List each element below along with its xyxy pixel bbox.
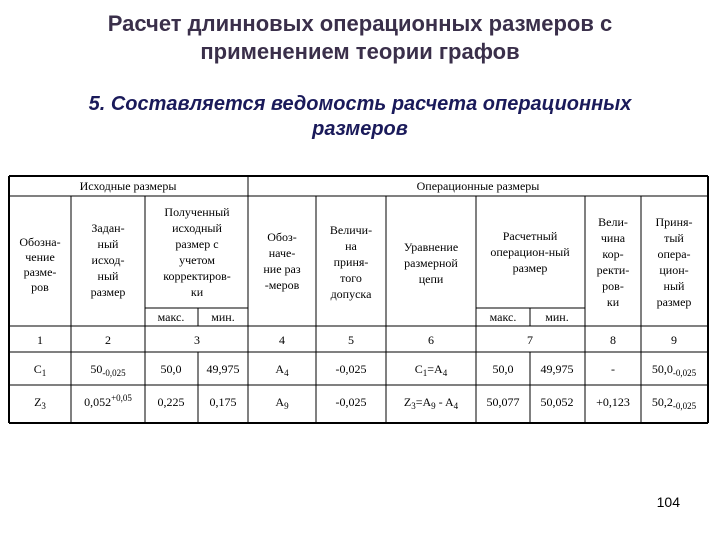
header-given-line: размер: [90, 285, 126, 299]
header-correction-line: ки: [606, 295, 620, 309]
header-obtained: [163, 205, 231, 299]
header-correction-line: кор-: [602, 247, 624, 261]
header-op-designation-line: Обоз-: [267, 230, 297, 244]
cell-obtained-min: 0,175: [209, 395, 237, 409]
header-correction-line: Вели-: [598, 215, 628, 229]
cell-obtained-max: 0,225: [157, 395, 185, 409]
header-designation-line: ров: [31, 280, 49, 294]
header-obtained-line: Полученный: [164, 205, 230, 219]
column-number: 4: [279, 333, 285, 347]
column-number: 8: [610, 333, 616, 347]
header-tolerance-line: на: [345, 239, 357, 253]
page-number: 104: [656, 494, 680, 510]
header-op-designation-line: ние раз: [263, 262, 301, 276]
header-op-designation-line: наче-: [268, 246, 296, 260]
column-number: 1: [37, 333, 43, 347]
header-equation-line: размерной: [404, 256, 458, 270]
header-op-designation: [263, 230, 300, 292]
header-calculated-min: мин.: [545, 310, 569, 324]
cell-given: $50_{-0,025}$: [90, 362, 126, 378]
cell-accepted: $50,2_{-0,025}$: [651, 395, 697, 411]
cell-given: $0,052^{+0,05}$: [84, 393, 132, 409]
header-tolerance-line: Величи-: [329, 223, 373, 237]
header-obtained-line: размер с: [175, 237, 219, 251]
slide-subtitle-line-2: размеров: [312, 118, 408, 140]
cell-designation: $Z_3$: [34, 395, 46, 411]
cell-tolerance: -0,025: [335, 395, 367, 409]
cell-tolerance: -0,025: [335, 362, 367, 376]
header-given-line: ный: [97, 237, 119, 251]
column-number: 5: [348, 333, 354, 347]
header-tolerance-line: допуска: [330, 287, 372, 301]
header-obtained-line: учетом: [179, 253, 215, 267]
column-number: 6: [428, 333, 434, 347]
cell-accepted: $50,0_{-0,025}$: [651, 362, 697, 378]
column-number: 3: [194, 333, 200, 347]
header-obtained-line: корректиров-: [163, 269, 231, 283]
slide-title-line-1: Расчет длинновых операционных размеров с: [107, 11, 613, 36]
header-obtained-line: исходный: [172, 221, 222, 235]
header-calculated-line: операцион-ный: [490, 245, 570, 259]
group-header-source: Исходные размеры: [79, 179, 177, 193]
header-op-designation-line: -меров: [264, 278, 300, 292]
header-accepted-line: Приня-: [655, 215, 693, 229]
header-correction-line: ректи-: [596, 263, 630, 277]
header-obtained-line: ки: [190, 285, 204, 299]
header-designation-line: чение: [25, 250, 55, 264]
header-tolerance-line: приня-: [333, 255, 369, 269]
header-correction-line: чина: [600, 231, 626, 245]
group-header-operational: Операционные размеры: [416, 179, 540, 193]
header-accepted-line: тый: [664, 231, 684, 245]
cell-designation: $C_1$: [33, 362, 47, 378]
header-given-line: Задан-: [91, 221, 125, 235]
header-calculated: [490, 229, 570, 275]
cell-calculated-max: 50,0: [492, 362, 514, 376]
header-designation: [19, 235, 60, 294]
cell-correction: +0,123: [596, 395, 630, 409]
header-equation-line: цепи: [418, 272, 444, 286]
column-number: 7: [527, 333, 533, 347]
column-numbers-row: [37, 333, 677, 347]
header-equation: [404, 240, 459, 286]
header-tolerance-line: того: [340, 271, 362, 285]
header-accepted: [655, 215, 692, 309]
header-given: [91, 221, 126, 299]
cell-op-designation: $A_9$: [275, 395, 289, 411]
cell-equation: $C_1=A_4$: [414, 362, 448, 378]
header-accepted-line: ный: [663, 279, 685, 293]
header-accepted-line: цион-: [659, 263, 689, 277]
cell-correction: -: [611, 362, 615, 376]
cell-calculated-min: 50,052: [540, 395, 574, 409]
header-designation-line: разме-: [23, 265, 57, 279]
header-accepted-line: опера-: [657, 247, 691, 261]
header-given-line: ный: [97, 269, 119, 283]
header-calculated-max: макс.: [489, 310, 517, 324]
header-accepted-line: размер: [656, 295, 692, 309]
header-obtained-min: мин.: [211, 310, 235, 324]
slide-subtitle-line-1: 5. Составляется ведомость расчета операционных: [88, 93, 632, 115]
table-row: [34, 362, 697, 378]
cell-calculated-max: 50,077: [486, 395, 520, 409]
header-correction: [597, 215, 630, 309]
table-row: [34, 393, 697, 411]
header-calculated-line: размер: [512, 261, 548, 275]
cell-obtained-min: 49,975: [206, 362, 240, 376]
header-tolerance: [330, 223, 372, 301]
header-given-line: исход-: [91, 253, 125, 267]
column-number: 2: [105, 333, 111, 347]
cell-obtained-max: 50,0: [160, 362, 182, 376]
header-designation-line: Обозна-: [19, 235, 61, 249]
header-calculated-line: Расчетный: [502, 229, 558, 243]
column-number: 9: [671, 333, 677, 347]
header-correction-line: ров-: [602, 279, 624, 293]
cell-calculated-min: 49,975: [540, 362, 574, 376]
header-obtained-max: макс.: [157, 310, 185, 324]
header-equation-line: Уравнение: [403, 240, 459, 254]
cell-equation: $Z_3=A_9 - A_4$: [403, 395, 459, 411]
slide-title-line-2: применением теории графов: [200, 39, 520, 64]
cell-op-designation: $A_4$: [275, 362, 289, 378]
